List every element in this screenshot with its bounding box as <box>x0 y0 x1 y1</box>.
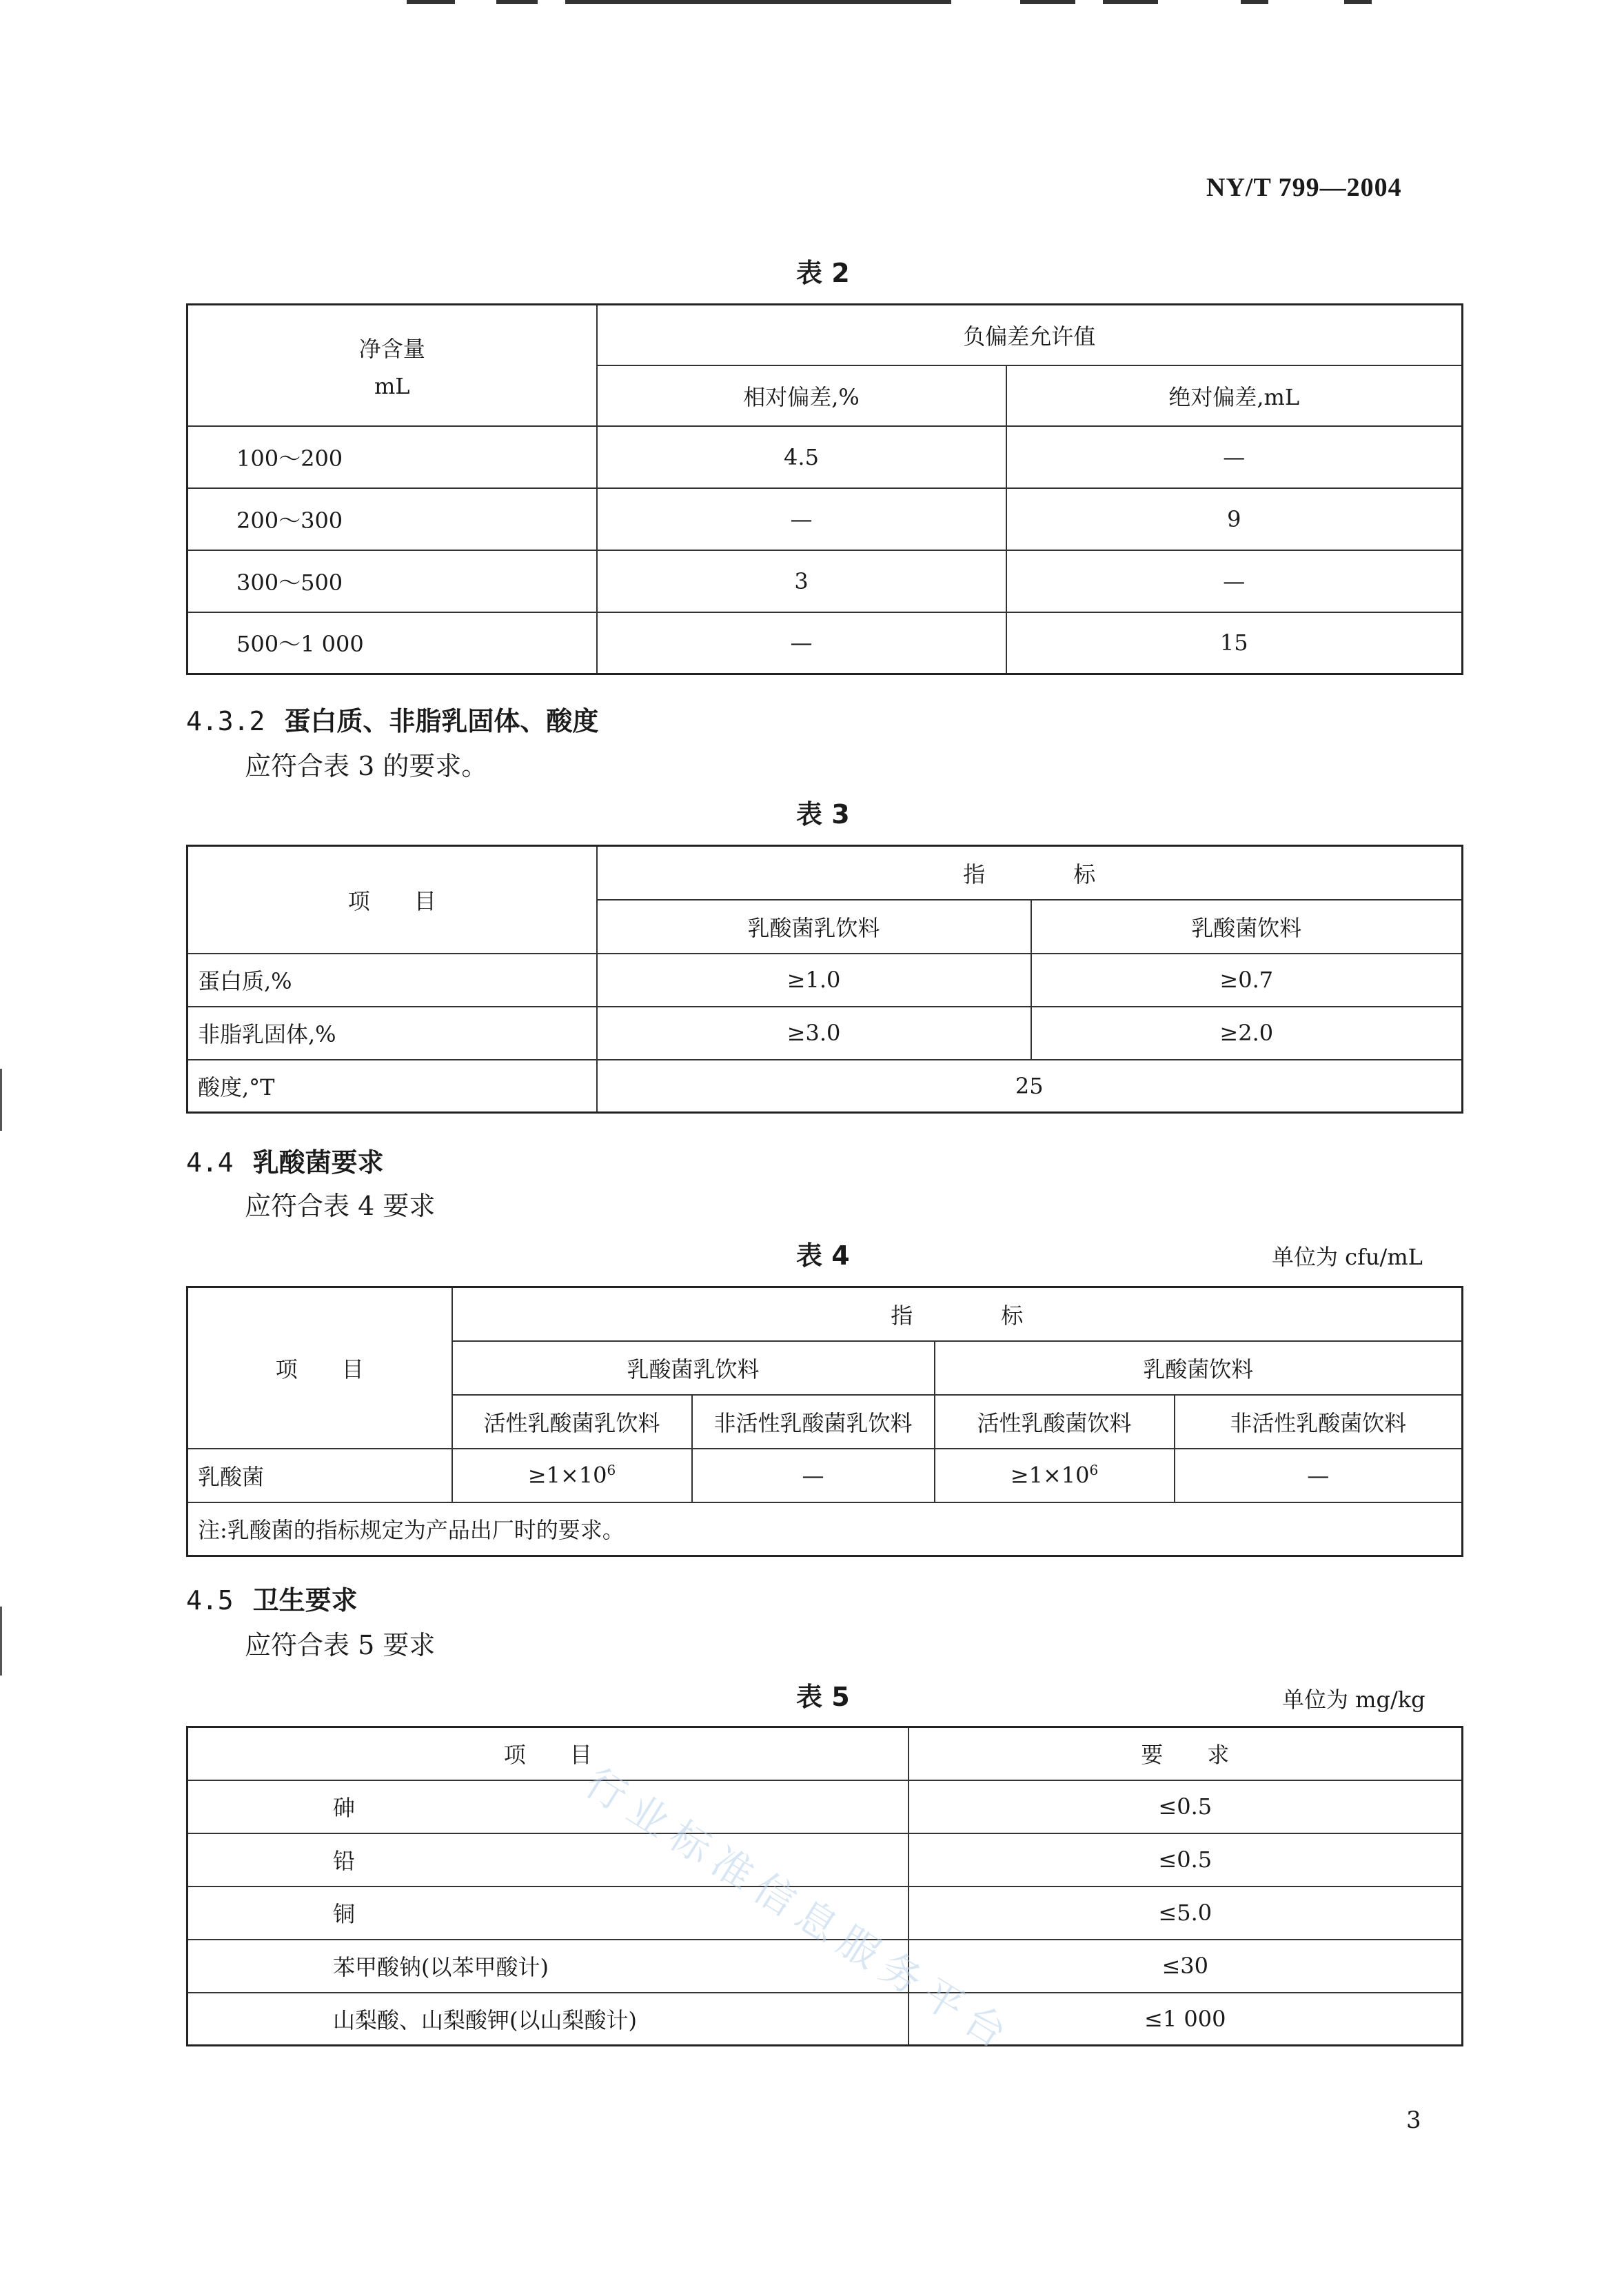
table3-head-group: 指 标 <box>597 846 1463 900</box>
scan-artifact <box>407 0 455 4</box>
table3-item: 非脂乳固体,% <box>187 1007 597 1060</box>
table2-head-abs: 绝对偏差,mL <box>1006 365 1463 426</box>
table4-sub3: 活性乳酸菌饮料 <box>935 1395 1175 1449</box>
table5-item: 铜 <box>187 1886 909 1940</box>
section-4-5-text: 应符合表 5 要求 <box>245 1630 436 1660</box>
table4-v4: — <box>1175 1449 1463 1502</box>
table5-item: 砷 <box>187 1780 909 1833</box>
section-title: 卫生要求 <box>252 1585 358 1616</box>
table3-head-item: 项 目 <box>187 846 597 954</box>
table2-range: 100～200 <box>187 426 597 488</box>
section-4-4-text: 应符合表 4 要求 <box>245 1191 436 1221</box>
table2 <box>186 303 1463 675</box>
table4-v1-base: ≥1×10 <box>527 1462 607 1489</box>
table3-acid-value: 25 <box>597 1060 1463 1113</box>
table2-rel: — <box>597 488 1006 550</box>
table-row <box>187 954 1463 1007</box>
table4 <box>186 1286 1463 1557</box>
scan-artifact <box>496 0 538 4</box>
table5-req: ≤0.5 <box>909 1780 1463 1833</box>
section-number: 4.4 <box>186 1147 234 1178</box>
table4-note: 注:乳酸菌的指标规定为产品出厂时的要求。 <box>187 1502 1463 1556</box>
table5-req: ≤0.5 <box>909 1833 1463 1886</box>
table2-rel: — <box>597 612 1006 674</box>
table2-range: 200～300 <box>187 488 597 550</box>
table4-group1: 乳酸菌乳饮料 <box>452 1341 935 1395</box>
table4-v2: — <box>692 1449 935 1502</box>
table3-v2: ≥2.0 <box>1031 1007 1463 1060</box>
table5-caption: 表 5 <box>796 1682 850 1712</box>
table3-item: 蛋白质,% <box>187 954 597 1007</box>
table4-unit: 单位为 cfu/mL <box>1272 1244 1423 1270</box>
section-number: 4.5 <box>186 1585 234 1616</box>
section-4-3-2-heading <box>186 700 598 738</box>
table4-v1-exp: 6 <box>607 1462 616 1479</box>
watermark: 行业标准信息服务平台 <box>577 1759 1023 2062</box>
table5 <box>186 1726 1463 2046</box>
table2-range: 300～500 <box>187 550 597 612</box>
table4-v3-base: ≥1×10 <box>1010 1462 1090 1489</box>
table3-col2: 乳酸菌饮料 <box>1031 900 1463 954</box>
table5-unit: 单位为 mg/kg <box>1282 1687 1425 1713</box>
scan-artifact <box>565 0 951 4</box>
table4-row-item: 乳酸菌 <box>187 1449 452 1502</box>
table-row <box>187 1007 1463 1060</box>
table2-head-item <box>187 305 597 426</box>
table3-v1: ≥1.0 <box>597 954 1031 1007</box>
table3-v1: ≥3.0 <box>597 1007 1031 1060</box>
table-row <box>187 1993 1463 2046</box>
table4-caption: 表 4 <box>796 1240 850 1271</box>
table3-caption: 表 3 <box>796 799 850 829</box>
section-4-3-2-text: 应符合表 3 的要求。 <box>245 751 488 781</box>
section-title: 乳酸菌要求 <box>252 1147 384 1178</box>
table2-abs: — <box>1006 426 1463 488</box>
table2-head-rel: 相对偏差,% <box>597 365 1006 426</box>
table2-head-unit: mL <box>374 372 410 399</box>
table4-sub4: 非活性乳酸菌饮料 <box>1175 1395 1463 1449</box>
table-row <box>187 1060 1463 1113</box>
table3 <box>186 845 1463 1114</box>
table-row <box>187 1502 1463 1556</box>
section-title: 蛋白质、非脂乳固体、酸度 <box>284 706 599 736</box>
section-number: 4.3.2 <box>186 706 265 736</box>
table4-group2: 乳酸菌饮料 <box>935 1341 1463 1395</box>
section-4-5-heading <box>186 1579 358 1617</box>
table2-caption: 表 2 <box>796 258 850 288</box>
table4-v3 <box>935 1449 1175 1502</box>
table4-head-group: 指 标 <box>452 1287 1463 1341</box>
table2-abs: 15 <box>1006 612 1463 674</box>
table3-v2: ≥0.7 <box>1031 954 1463 1007</box>
table4-v1 <box>452 1449 692 1502</box>
table5-req: ≤1 000 <box>909 1993 1463 2046</box>
scan-artifact <box>1103 0 1158 4</box>
table4-head-item: 项 目 <box>187 1287 452 1449</box>
table3-acid-item: 酸度,°T <box>187 1060 597 1113</box>
table5-req: ≤5.0 <box>909 1886 1463 1940</box>
table-row <box>187 1833 1463 1886</box>
table5-head-req: 要 求 <box>909 1727 1463 1780</box>
scan-edge-mark <box>0 1607 2 1676</box>
table3-col1: 乳酸菌乳饮料 <box>597 900 1031 954</box>
table-row <box>187 426 1463 488</box>
scan-artifact <box>1020 0 1075 4</box>
scan-artifact <box>1344 0 1372 4</box>
table2-rel: 4.5 <box>597 426 1006 488</box>
table2-range: 500～1 000 <box>187 612 597 674</box>
table5-item: 铅 <box>187 1833 909 1886</box>
table2-head-group: 负偏差允许值 <box>597 305 1463 365</box>
table-row <box>187 612 1463 674</box>
table-row <box>187 1449 1463 1502</box>
scan-artifact <box>1241 0 1268 4</box>
table2-abs: — <box>1006 550 1463 612</box>
table4-v3-exp: 6 <box>1089 1462 1099 1479</box>
page-number: 3 <box>1406 2106 1421 2134</box>
table-row <box>187 1780 1463 1833</box>
table-row <box>187 488 1463 550</box>
table5-head-item: 项 目 <box>187 1727 909 1780</box>
table2-abs: 9 <box>1006 488 1463 550</box>
table5-req: ≤30 <box>909 1940 1463 1993</box>
table5-item: 苯甲酸钠(以苯甲酸计) <box>187 1940 909 1993</box>
table2-rel: 3 <box>597 550 1006 612</box>
table-row <box>187 550 1463 612</box>
table4-sub1: 活性乳酸菌乳饮料 <box>452 1395 692 1449</box>
table2-head-item-label: 净含量 <box>358 335 425 362</box>
section-4-4-heading <box>186 1141 384 1179</box>
table4-sub2: 非活性乳酸菌乳饮料 <box>692 1395 935 1449</box>
scan-edge-mark <box>0 1069 2 1131</box>
standard-code: NY/T 799—2004 <box>1206 173 1402 202</box>
table5-item: 山梨酸、山梨酸钾(以山梨酸计) <box>187 1993 909 2046</box>
